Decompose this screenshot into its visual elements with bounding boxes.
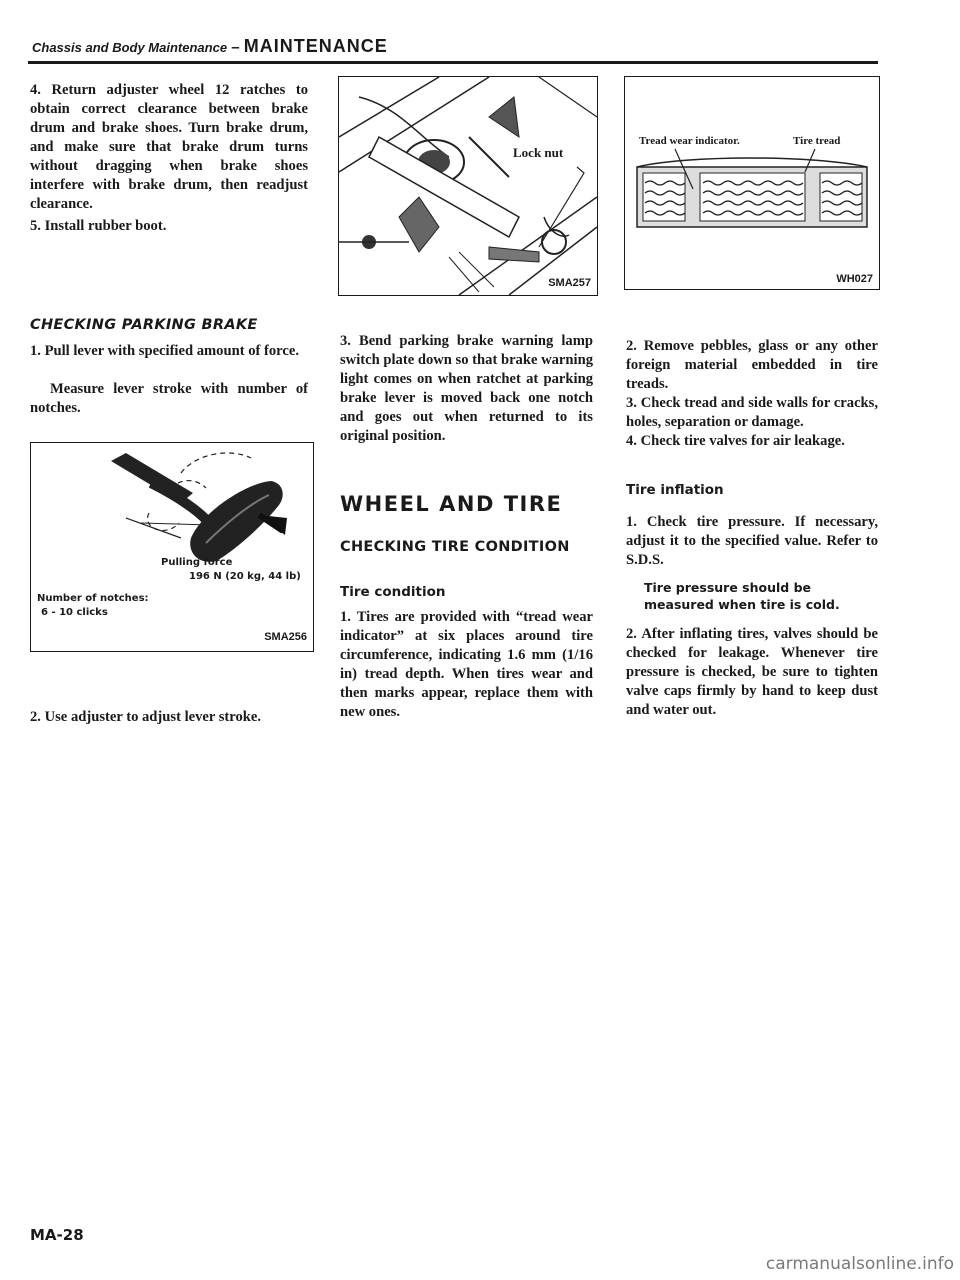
main-title-wheel-tire: WHEEL AND TIRE bbox=[340, 492, 563, 516]
tread-wear-indicator-label: Tread wear indicator. bbox=[639, 135, 740, 147]
watermark: carmanualsonline.info bbox=[765, 1254, 954, 1274]
tire-step-2: 2. Remove pebbles, glass or any other foreign material embedded in tire treads. bbox=[626, 338, 878, 392]
section-title-parking-brake: CHECKING PARKING BRAKE bbox=[30, 317, 258, 333]
figure-code-sma256: SMA256 bbox=[264, 631, 307, 643]
header-separator: – bbox=[227, 39, 244, 56]
parking-lever-illustration bbox=[31, 443, 313, 651]
tire-pressure-note: Tire pressure should be measured when tire is cold. bbox=[644, 580, 840, 612]
step-5-text: 5. Install rubber boot. bbox=[30, 218, 167, 234]
lock-nut-label: Lock nut bbox=[513, 145, 564, 160]
sub-title-tire-condition: CHECKING TIRE CONDITION bbox=[340, 539, 570, 555]
header-rule bbox=[28, 61, 878, 64]
tire-condition-text: 1. Tires are provided with “tread wear indicator” at six places around tire circumference, indicating 1.6 mm (1/16 in) tread depth. When tires wear and then marks appear, replace them with new ones. bbox=[340, 609, 593, 720]
tire-step-4: 4. Check tire valves for air leakage. bbox=[626, 433, 845, 449]
inflation-step-2: 2. After inflating tires, valves should be checked for leakage. Whenever tire pressure is checked, be sure to tighten valve caps firmly by hand to keep dust and water out. bbox=[626, 626, 878, 718]
parking-step-1: 1. Pull lever with specified amount of force. bbox=[30, 343, 300, 359]
figure-tread-wear bbox=[624, 76, 880, 290]
pulling-force-label: Pulling force bbox=[161, 557, 233, 568]
parking-step-2: 2. Use adjuster to adjust lever stroke. bbox=[30, 709, 262, 725]
figure-code-sma257: SMA257 bbox=[548, 277, 591, 289]
notches-value: 6 - 10 clicks bbox=[41, 607, 108, 618]
lock-nut-illustration bbox=[339, 77, 597, 295]
figure-code-wh027: WH027 bbox=[836, 273, 873, 285]
tire-step-3: 3. Check tread and side walls for cracks, holes, separation or damage. bbox=[626, 395, 878, 430]
figure-parking-lever bbox=[30, 442, 314, 652]
notches-label: Number of notches: bbox=[37, 593, 149, 604]
tire-inflation-title: Tire inflation bbox=[626, 482, 724, 498]
header-section: Chassis and Body Maintenance bbox=[32, 40, 228, 55]
header-title: MAINTENANCE bbox=[243, 36, 388, 56]
page-number: MA-28 bbox=[30, 1226, 84, 1244]
parking-step-1b bbox=[30, 380, 308, 418]
tread-wear-illustration bbox=[625, 77, 879, 289]
parking-step-3: 3. Bend parking brake warning lamp switch plate down so that brake warning light comes on when ratchet at parking brake lever is moved back one notch and goes out when returned to its original position. bbox=[340, 333, 593, 444]
step-4-text: 4. Return adjuster wheel 12 ratches to obtain correct clearance between brake drum and brake shoes. Turn brake drum, and make sure that brake drum turns without dragging when brake shoes interfere with brake drum, then readjust clearance. bbox=[30, 82, 308, 212]
page-header bbox=[32, 36, 388, 57]
parking-step-1b-text: Measure lever stroke with number of notches. bbox=[30, 381, 308, 416]
tire-condition-title: Tire condition bbox=[340, 584, 446, 600]
pulling-force-value: 196 N (20 kg, 44 lb) bbox=[189, 571, 301, 582]
inflation-step-1: 1. Check tire pressure. If necessary, adjust it to the specified value. Refer to S.D.S. bbox=[626, 514, 878, 568]
tire-tread-label: Tire tread bbox=[793, 135, 841, 147]
figure-lock-nut bbox=[338, 76, 598, 296]
